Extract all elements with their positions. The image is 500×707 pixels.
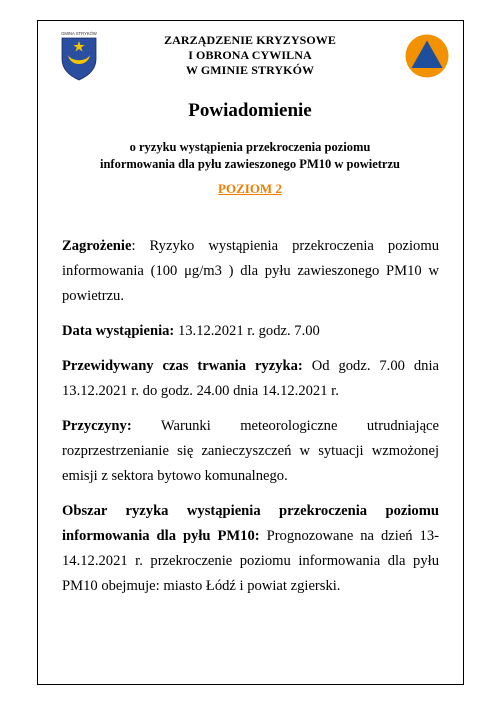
- area-label: Obszar ryzyka wystąpienia przekroczenia poziomu informowania dla pyłu PM10:: [62, 503, 439, 544]
- page-title: Powiadomienie: [188, 100, 312, 121]
- date-paragraph: [62, 319, 439, 344]
- hazard-label: Zagrożenie: [62, 238, 132, 254]
- duration-label: Przewidywany czas trwania ryzyka:: [62, 358, 303, 374]
- header-line-1: ZARZĄDZENIE KRYZYSOWE: [163, 33, 337, 47]
- header-organization: [120, 33, 380, 78]
- causes-paragraph: [62, 414, 439, 489]
- notice-body: [62, 234, 439, 609]
- strykow-crest-icon: [58, 29, 100, 81]
- subtitle-line-2: informowania dla pyłu zawieszonego PM10 w powietrzu: [100, 157, 400, 171]
- duration-text: Od godz. 7.00 dnia 13.12.2021 r. do godz. 24.00 dnia 14.12.2021 r.: [62, 358, 439, 399]
- header-line-2: I OBRONA CYWILNA: [188, 48, 312, 62]
- area-paragraph: [62, 499, 439, 599]
- hazard-text: : Ryzyko wystąpienia przekroczenia poziomu informowania (100 μg/m3 ) dla pyłu zawieszonego PM10 w powietrzu.: [62, 238, 439, 304]
- subtitle-line-1: o ryzyku wystąpienia przekroczenia poziomu: [129, 140, 371, 154]
- causes-label: Przyczyny:: [62, 418, 132, 434]
- header-line-3: W GMINIE STRYKÓW: [185, 63, 315, 77]
- area-text: Prognozowane na dzień 13-14.12.2021 r. przekroczenie poziomu informowania dla pyłu PM10 obejmuje: miasto Łódź i powiat zgierski.: [62, 528, 440, 594]
- hazard-paragraph: [62, 234, 439, 309]
- alert-level: POZIOM 2: [218, 181, 282, 196]
- civil-defence-logo-icon: [405, 34, 449, 78]
- duration-paragraph: [62, 354, 439, 404]
- date-label: Data wystąpienia:: [62, 323, 175, 339]
- crest-caption: GMINA STRYKÓW: [61, 31, 97, 36]
- date-text: 13.12.2021 r. godz. 7.00: [174, 323, 320, 339]
- causes-text: Warunki meteorologiczne utrudniające rozprzestrzenianie się zanieczyszczeń w sytuacji wzmożonej emisji z sektora bytowo komunalnego.: [62, 418, 439, 484]
- subtitle: [50, 139, 450, 173]
